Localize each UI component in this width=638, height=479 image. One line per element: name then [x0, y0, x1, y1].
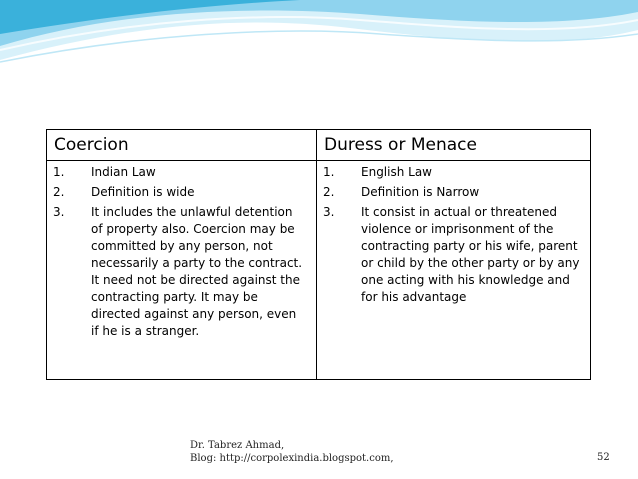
- list-item: [53, 184, 303, 201]
- header-banner-wave: [0, 0, 638, 80]
- item-text: Indian Law: [91, 165, 156, 179]
- item-number: 2.: [53, 185, 65, 199]
- footer-credits: [190, 439, 394, 465]
- item-text: Definition is wide: [91, 185, 195, 199]
- item-number: 1.: [323, 165, 335, 179]
- coercion-list: [53, 164, 303, 343]
- list-item: [323, 204, 585, 306]
- duress-list: [323, 164, 585, 309]
- footer-blog: Blog: http://corpolexindia.blogspot.com,: [190, 453, 394, 464]
- list-item: [53, 164, 303, 181]
- item-number: 2.: [323, 185, 335, 199]
- table-header-row: [47, 130, 590, 161]
- page-number: 52: [597, 452, 610, 463]
- comparison-table: [46, 129, 591, 380]
- item-text: It includes the unlawful detention of property also. Coercion may be committed by any person, not necessarily a party to the contract. It need not be directed against the contracting party. It may be directed against any person, even if he is a stranger.: [91, 205, 303, 338]
- item-text: Definition is Narrow: [361, 185, 480, 199]
- header-coercion: Coercion: [54, 135, 129, 155]
- column-divider: [316, 130, 317, 379]
- item-text: It consist in actual or threatened violence or imprisonment of the contracting party or his wife, parent or child by the other party or by any one acting with his knowledge and for his advantage: [361, 205, 580, 304]
- item-number: 1.: [53, 165, 65, 179]
- item-number: 3.: [53, 205, 65, 219]
- item-number: 3.: [323, 205, 335, 219]
- list-item: [323, 184, 585, 201]
- list-item: [53, 204, 303, 340]
- header-duress-or-menace: Duress or Menace: [324, 135, 477, 155]
- item-text: English Law: [361, 165, 432, 179]
- list-item: [323, 164, 585, 181]
- footer-author: Dr. Tabrez Ahmad,: [190, 440, 285, 451]
